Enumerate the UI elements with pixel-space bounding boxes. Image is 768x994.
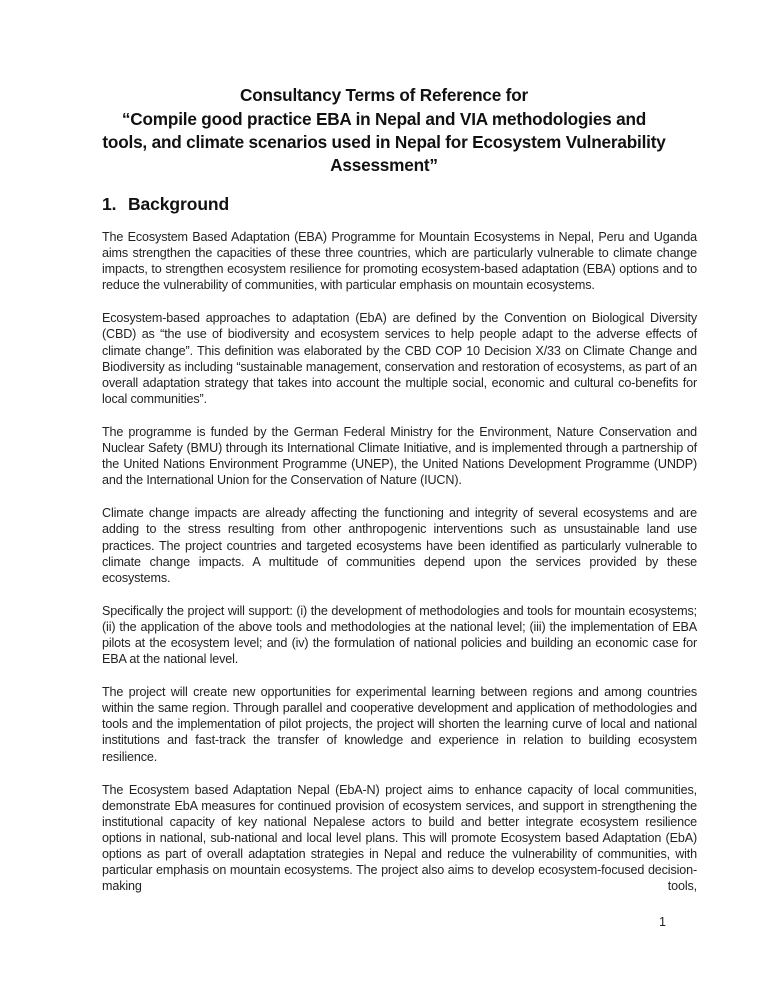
paragraph: The Ecosystem based Adaptation Nepal (EbA-N) project aims to enhance capacity of local communities, demonstrate EbA measures for continued provision of ecosystem services, and support in strengthening the institutional capacity of key national Nepalese actors to build and better integrate ecosystem resilience options in national, sub-national and local level plans. This will promote Ecosystem based Adaptation (EbA) options as part of overall adaptation strategies in Nepal and reduce the vulnerability of communities, with particular emphasis on mountain ecosystems. The project also aims to develop ecosystem-focused decision-making tools, — [102, 782, 697, 894]
section-heading-text: Background — [128, 194, 230, 214]
title-line-2: “Compile good practice EBA in Nepal and VIA methodologies and tools, and climate scenarios used in Nepal for Ecosystem Vulnerability Assessment” — [102, 109, 666, 175]
body-text — [102, 229, 697, 911]
paragraph: Climate change impacts are already affecting the functioning and integrity of several ecosystems and are adding to the stress resulting from other anthropogenic interventions such as unsustainable land use practices. The project countries and targeted ecosystems have been identified as particularly vulnerable to climate change impacts. A multitude of communities depend upon the services provided by these ecosystems. — [102, 506, 697, 585]
page-number: 1 — [659, 915, 667, 929]
title-line-1: Consultancy Terms of Reference for — [239, 85, 528, 105]
paragraph: The Ecosystem Based Adaptation (EBA) Programme for Mountain Ecosystems in Nepal, Peru and Uganda aims strengthen the capacities of these three countries, which are particularly vulnerable to climate change impacts, to strengthen ecosystem resilience for promoting ecosystem-based adaptation (EBA) options and to reduce the vulnerability of communities, with particular emphasis on mountain ecosystems. — [102, 230, 697, 293]
document-title — [100, 84, 668, 177]
paragraph: The project will create new opportunities for experimental learning between regions and among countries within the same region. Through parallel and cooperative development and application of methodologies and tools and the implementation of pilot projects, the project will shorten the learning curve of local and national institutions and fast-track the transfer of knowledge and experience in relation to building ecosystem resilience. — [102, 685, 697, 764]
paragraph: Ecosystem-based approaches to adaptation (EbA) are defined by the Convention on Biological Diversity (CBD) as “the use of biodiversity and ecosystem services to help people adapt to the adverse effects of climate change”. This definition was elaborated by the CBD COP 10 Decision X/33 on Climate Change and Biodiversity as including “sustainable management, conservation and restoration of ecosystems, as part of an overall adaptation strategy that takes into account the multiple social, economic and cultural co-benefits for local communities”. — [102, 311, 697, 406]
section-number: 1. — [102, 194, 117, 214]
paragraph: Specifically the project will support: (i) the development of methodologies and tools for mountain ecosystems; (ii) the application of the above tools and methodologies at the national level; (iii) the implementation of EBA pilots at the ecosystem level; and (iv) the formulation of national policies and building an economic case for EBA at the national level. — [102, 603, 697, 667]
paragraph: The programme is funded by the German Federal Ministry for the Environment, Nature Conservation and Nuclear Safety (BMU) through its International Climate Initiative, and is implemented through a partnership of the United Nations Environment Programme (UNEP), the United Nations Development Programme (UNDP) and the International Union for the Conservation of Nature (IUCN). — [102, 424, 697, 488]
section-heading — [102, 194, 229, 215]
